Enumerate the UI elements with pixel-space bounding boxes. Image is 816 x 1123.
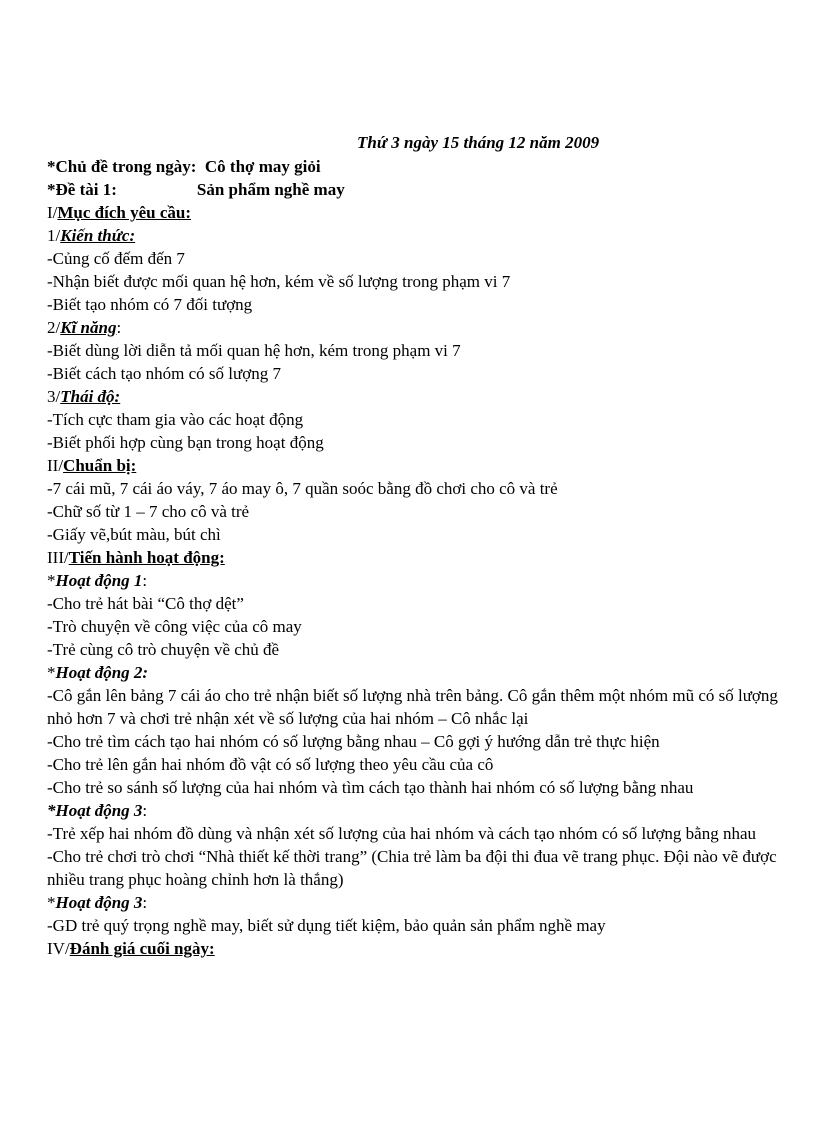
subsection-1-3-heading — [47, 385, 792, 408]
subsection-1-2-number: 2/ — [47, 318, 61, 337]
list-item: -Biết cách tạo nhóm có số lượng 7 — [47, 364, 281, 383]
section-2-heading — [47, 454, 792, 477]
section-3-heading — [47, 546, 792, 569]
section-4-heading — [47, 937, 792, 960]
list-item: -Giấy vẽ,bút màu, bút chì — [47, 525, 221, 544]
list-item: -Biết phối hợp cùng bạn trong hoạt động — [47, 433, 324, 452]
list-item: -Trò chuyện về công việc của cô may — [47, 617, 302, 636]
subsection-1-1-title: Kiến thức: — [60, 226, 136, 245]
section-1-title: Mục đích yêu cầu: — [57, 203, 192, 222]
list-item: -GD trẻ quý trọng nghề may, biết sử dụng tiết kiệm, bảo quản sản phẩm nghề may — [47, 916, 606, 935]
list-item: -Cho trẻ chơi trò chơi “Nhà thiết kế thời trang” (Chia trẻ làm ba đội thi đua vẽ trang phục. Đội nào vẽ được nhiều trang phục hoàng chỉnh hơn là thắng) — [47, 847, 777, 889]
list-item: -Tích cực tham gia vào các hoạt động — [47, 410, 304, 429]
section-2-number: II/ — [47, 456, 64, 475]
list-item: -Củng cố đếm đến 7 — [47, 249, 185, 268]
section-3-title: Tiến hành hoạt động: — [68, 548, 225, 567]
topic-label: *Đề tài 1: — [47, 180, 117, 199]
date-line: Thứ 3 ngày 15 tháng 12 năm 2009 — [357, 133, 600, 152]
list-item: -Cô gắn lên bảng 7 cái áo cho trẻ nhận biết số lượng nhà trên bảng. Cô gắn thêm một nhóm mũ có số lượng nhỏ hơn 7 và chơi trẻ nhận xét về số lượng của hai nhóm – Cô nhắc lại — [47, 686, 778, 728]
section-4-title: Đánh giá cuối ngày: — [69, 939, 215, 958]
list-item: -Nhận biết được mối quan hệ hơn, kém về số lượng trong phạm vi 7 — [47, 272, 511, 291]
list-item: -7 cái mũ, 7 cái áo váy, 7 áo may ô, 7 quần soóc bằng đồ chơi cho cô và trẻ — [47, 479, 558, 498]
list-item: -Cho trẻ so sánh số lượng của hai nhóm và tìm cách tạo thành hai nhóm có số lượng bằng nhau — [47, 778, 694, 797]
topic-value: Sản phẩm nghề may — [196, 180, 345, 199]
section-1-number: I/ — [47, 203, 58, 222]
subsection-1-2-heading: 2/Kĩ năng: — [47, 318, 122, 337]
theme-line — [47, 155, 792, 178]
section-3-number: III/ — [47, 548, 69, 567]
topic-line — [47, 178, 792, 201]
list-item: -Chữ số từ 1 – 7 cho cô và trẻ — [47, 502, 250, 521]
list-item: -Trẻ cùng cô trò chuyện về chủ đề — [47, 640, 280, 659]
list-item: -Biết tạo nhóm có 7 đối tượng — [47, 295, 253, 314]
document-content — [47, 131, 792, 960]
activity-3-heading: *Hoạt động 3: — [47, 801, 148, 820]
activity-1-title: Hoạt động 1 — [55, 571, 143, 590]
section-4-number: IV/ — [47, 939, 70, 958]
section-1-heading — [47, 201, 792, 224]
subsection-1-2-title: Kĩ năng — [60, 318, 117, 337]
subsection-1-1-number: 1/ — [47, 226, 61, 245]
list-item: -Cho trẻ lên gắn hai nhóm đồ vật có số lượng theo yêu cầu của cô — [47, 755, 494, 774]
theme-value: Cô thợ may giỏi — [204, 157, 321, 176]
activity-4-heading: *Hoạt động 3: — [47, 893, 148, 912]
activity-2-title: Hoạt động 2: — [55, 663, 149, 682]
activity-2-heading: *Hoạt động 2: — [47, 663, 149, 682]
list-item: -Cho trẻ hát bài “Cô thợ dệt” — [47, 594, 244, 613]
subsection-1-3-number: 3/ — [47, 387, 61, 406]
activity-1-heading: *Hoạt động 1: — [47, 571, 148, 590]
activity-3-title: Hoạt động 3 — [55, 801, 143, 820]
list-item: -Trẻ xếp hai nhóm đồ dùng và nhận xét số lượng của hai nhóm và cách tạo nhóm có số lượng bằng nhau — [47, 824, 757, 843]
theme-label: *Chủ đề trong ngày: — [47, 157, 197, 176]
subsection-1-1-heading — [47, 224, 792, 247]
section-2-title: Chuẩn bị: — [63, 456, 137, 475]
list-item: -Cho trẻ tìm cách tạo hai nhóm có số lượng bằng nhau – Cô gợi ý hướng dẫn trẻ thực hiện — [47, 732, 660, 751]
activity-4-title: Hoạt động 3 — [55, 893, 143, 912]
subsection-1-3-title: Thái độ: — [60, 387, 121, 406]
list-item: -Biết dùng lời diễn tả mối quan hệ hơn, kém trong phạm vi 7 — [47, 341, 461, 360]
